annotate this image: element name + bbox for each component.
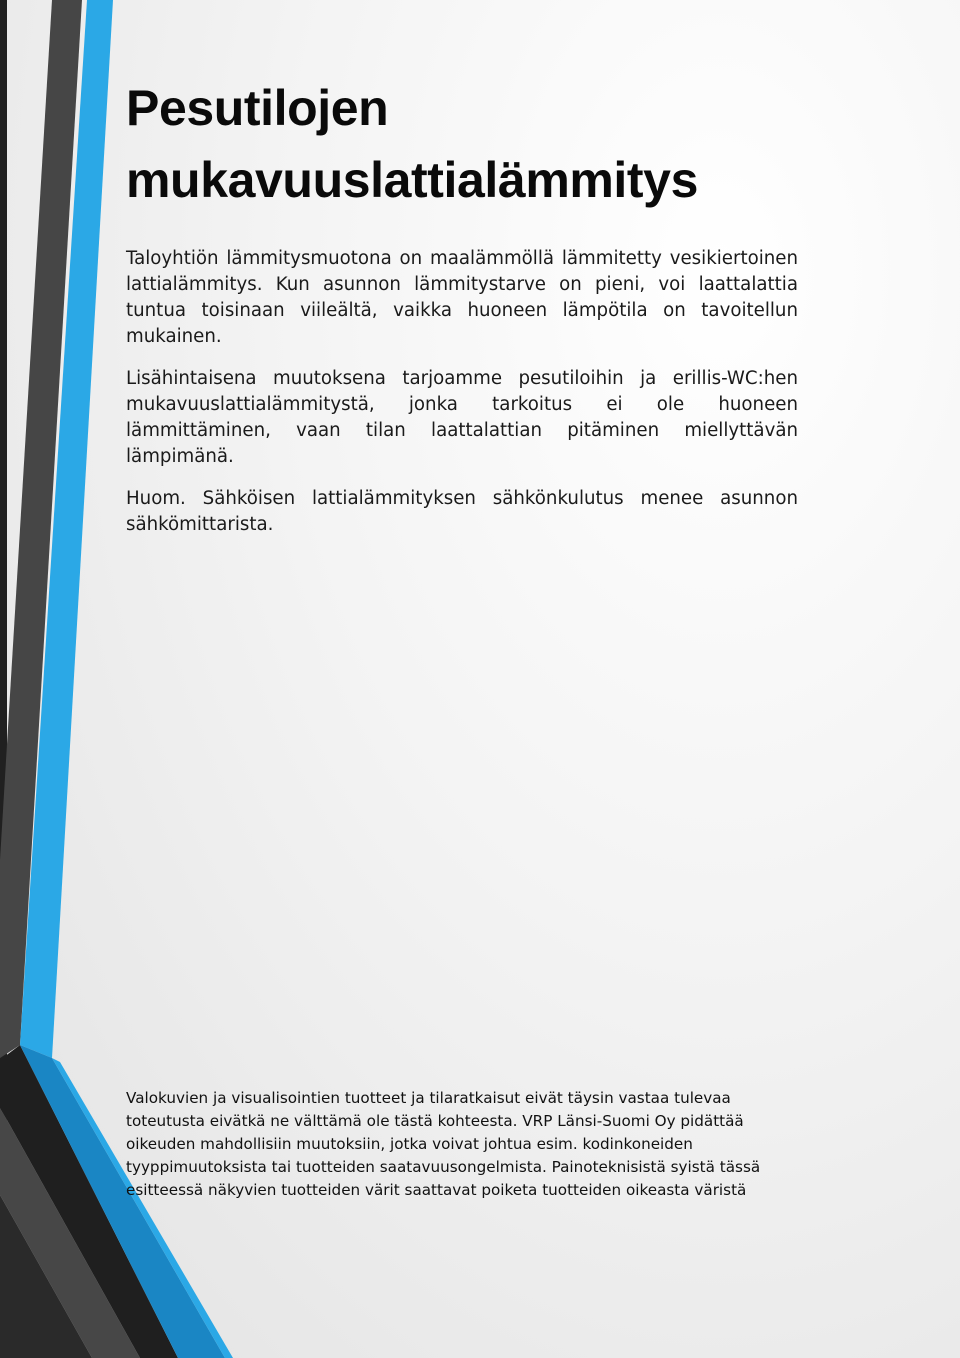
paragraph-comfort-heating-offer: Lisähintaisena muutoksena tarjoamme pesutiloihin ja erillis-WC:hen mukavuuslattialämmitystä, jonka tarkoitus ei ole huoneen lämmittäminen, vaan tilan laattalattian pitäminen miellyttävän lämpimänä. xyxy=(126,368,798,467)
paragraph-heating-intro: Taloyhtiön lämmitysmuotona on maalämmöllä lämmitetty vesikiertoinen lattialämmitys. Kun asunnon lämmitystarve on pieni, voi laattalattia tuntua toisinaan viileältä, vaikka huoneen lämpötila on tavoitellun mukainen. xyxy=(126,248,798,347)
paragraph-note-electricity: Huom. Sähköisen lattialämmityksen sähkönkulutus menee asunnon sähkömittarista. xyxy=(126,488,798,535)
disclaimer-text: Valokuvien ja visualisointien tuotteet ja tilaratkaisut eivät täysin vastaa tulevaa toteutusta eivätkä ne välttämä ole tästä kohteesta. VRP Länsi-Suomi Oy pidättää oikeuden mahdollisiin muutoksiin, jotka voivat johtua esim. kodinkoneiden tyyppimuutoksista tai tuotteiden saatavuusongelmista. Painoteknisistä syistä tässä esitteessä näkyvien tuotteiden värit saattavat poiketa tuotteiden oikeasta väristä xyxy=(126,1089,761,1199)
main-content xyxy=(126,72,798,538)
page-title: Pesutilojen mukavuuslattialämmitys xyxy=(126,80,698,208)
